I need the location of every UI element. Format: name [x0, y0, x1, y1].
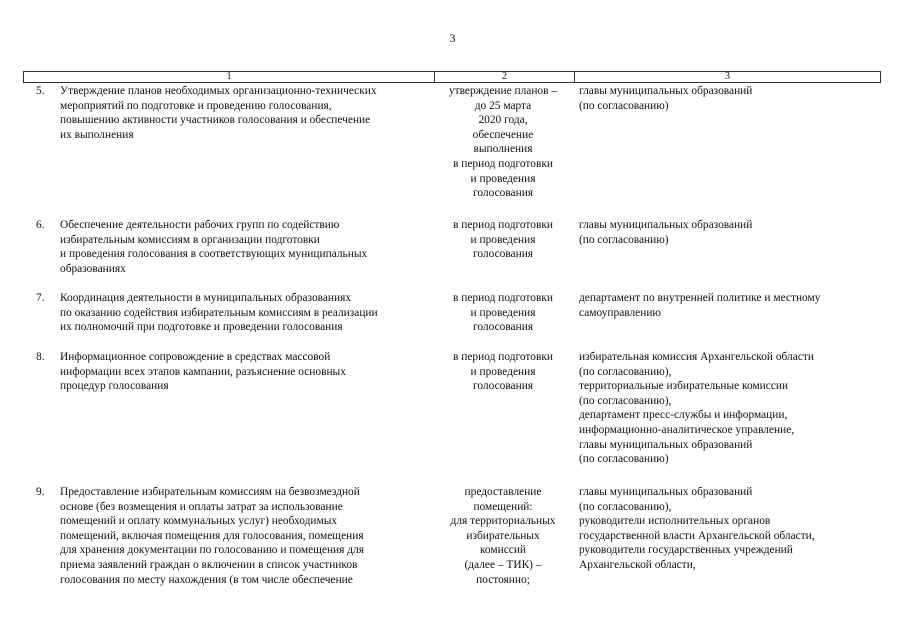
term-line: постоянно; [476, 573, 530, 586]
header-col-2: 2 [435, 72, 575, 82]
table-header-row [23, 71, 881, 83]
term-line: голосования [472, 187, 534, 200]
row-term [432, 84, 574, 201]
responsible-line: департамент по внутренней политике и местному [579, 292, 821, 304]
term-line: помещений: [473, 500, 533, 513]
description-line: Утверждение планов необходимых организационно-технических [60, 85, 377, 97]
row-number: 5. [36, 85, 45, 97]
responsible-line: главы муниципальных образований [579, 486, 753, 498]
row-number: 9. [36, 486, 45, 498]
row-term [432, 350, 574, 394]
term-line: для территориальных [450, 515, 556, 528]
term-line: в период подготовки [453, 219, 553, 231]
row-number: 6. [36, 219, 45, 231]
row-term [432, 485, 574, 587]
row-description [60, 218, 428, 276]
description-line: мероприятий по подготовке и проведению голосования, [60, 99, 332, 112]
row-description [60, 350, 428, 394]
responsible-line: (по согласованию), [579, 500, 672, 513]
row-number: 8. [36, 351, 45, 363]
row-responsible [579, 291, 879, 320]
term-line: утверждение планов – [448, 85, 558, 97]
term-line: голосования [472, 248, 534, 261]
responsible-line: департамент пресс-службы и информации, [579, 409, 788, 422]
description-line: основе (без возмещения и оплаты затрат за использование [60, 500, 343, 513]
row-responsible [579, 350, 879, 467]
term-line: обеспечение [472, 128, 534, 141]
header-col-1: 1 [24, 72, 435, 82]
responsible-line: (по согласованию) [579, 233, 669, 246]
row-responsible [579, 84, 879, 113]
term-line: в период подготовки [453, 292, 553, 304]
term-line: голосования [472, 321, 534, 334]
description-line: избирательным комиссиям в организации подготовки [60, 233, 320, 246]
description-line: голосования по месту нахождения (в том числе обеспечение [60, 573, 353, 586]
responsible-line: государственной власти Архангельской области, [579, 529, 815, 542]
page-number: 3 [449, 31, 456, 45]
description-line: Предоставление избирательным комиссиям на безвозмездной [60, 486, 360, 498]
term-line: и проведения [470, 172, 536, 185]
description-line: повышению активности участников голосования и обеспечение [60, 114, 371, 127]
term-line: 2020 года, [478, 114, 528, 127]
row-description [60, 485, 428, 587]
row-term [432, 218, 574, 262]
row-description [60, 84, 428, 142]
responsible-line: информационно-аналитическое управление, [579, 423, 795, 436]
description-line: и проведения голосования в соответствующих муниципальных [60, 248, 368, 261]
term-line: до 25 марта [474, 99, 532, 112]
description-line: Обеспечение деятельности рабочих групп по содействию [60, 219, 340, 231]
description-line: образованиях [60, 262, 126, 275]
description-line: помещений и оплату коммунальных услуг) необходимых [60, 515, 338, 528]
term-line: и проведения [470, 365, 536, 378]
responsible-line: (по согласованию), [579, 394, 672, 407]
description-line: приема заявлений граждан о включении в список участников [60, 558, 358, 571]
responsible-line: Архангельской области, [579, 558, 696, 571]
description-line: по оказанию содействия избирательным комиссиям в реализации [60, 306, 378, 319]
term-line: голосования [472, 380, 534, 393]
row-responsible [579, 218, 879, 247]
header-col-3: 3 [725, 71, 730, 82]
term-line: избирательных [466, 529, 540, 542]
row-responsible [579, 485, 879, 573]
responsible-line: главы муниципальных образований [579, 219, 753, 231]
row-term [432, 291, 574, 335]
term-line: предоставление [464, 486, 542, 498]
responsible-line: избирательная комиссия Архангельской области [579, 351, 814, 363]
responsible-line: главы муниципальных образований [579, 438, 753, 451]
responsible-line: территориальные избирательные комиссии [579, 380, 789, 393]
row-number: 7. [36, 292, 45, 304]
responsible-line: самоуправлению [579, 306, 661, 319]
description-line: Координация деятельности в муниципальных образованиях [60, 292, 352, 304]
term-line: и проведения [470, 306, 536, 319]
description-line: их полномочий при подготовке и проведении голосования [60, 321, 343, 334]
row-description [60, 291, 428, 335]
description-line: информации всех этапов кампании, разъяснение основных [60, 365, 346, 378]
responsible-line: (по согласованию) [579, 453, 669, 466]
responsible-line: главы муниципальных образований [579, 85, 753, 97]
term-line: в период подготовки [453, 351, 553, 363]
term-line: комиссий [479, 544, 527, 557]
responsible-line: (по согласованию), [579, 365, 672, 378]
responsible-line: (по согласованию) [579, 99, 669, 112]
description-line: для хранения документации по голосованию и помещения для [60, 544, 364, 557]
description-line: их выполнения [60, 128, 134, 141]
term-line: выполнения [473, 143, 533, 156]
term-line: в период подготовки [453, 157, 553, 170]
term-line: (далее – ТИК) – [464, 558, 542, 571]
description-line: Информационное сопровождение в средствах массовой [60, 351, 331, 363]
responsible-line: руководители исполнительных органов [579, 515, 771, 528]
description-line: процедур голосования [60, 380, 169, 393]
responsible-line: руководители государственных учреждений [579, 544, 793, 557]
description-line: помещений, включая помещения для голосования, помещения [60, 529, 364, 542]
term-line: и проведения [470, 233, 536, 246]
